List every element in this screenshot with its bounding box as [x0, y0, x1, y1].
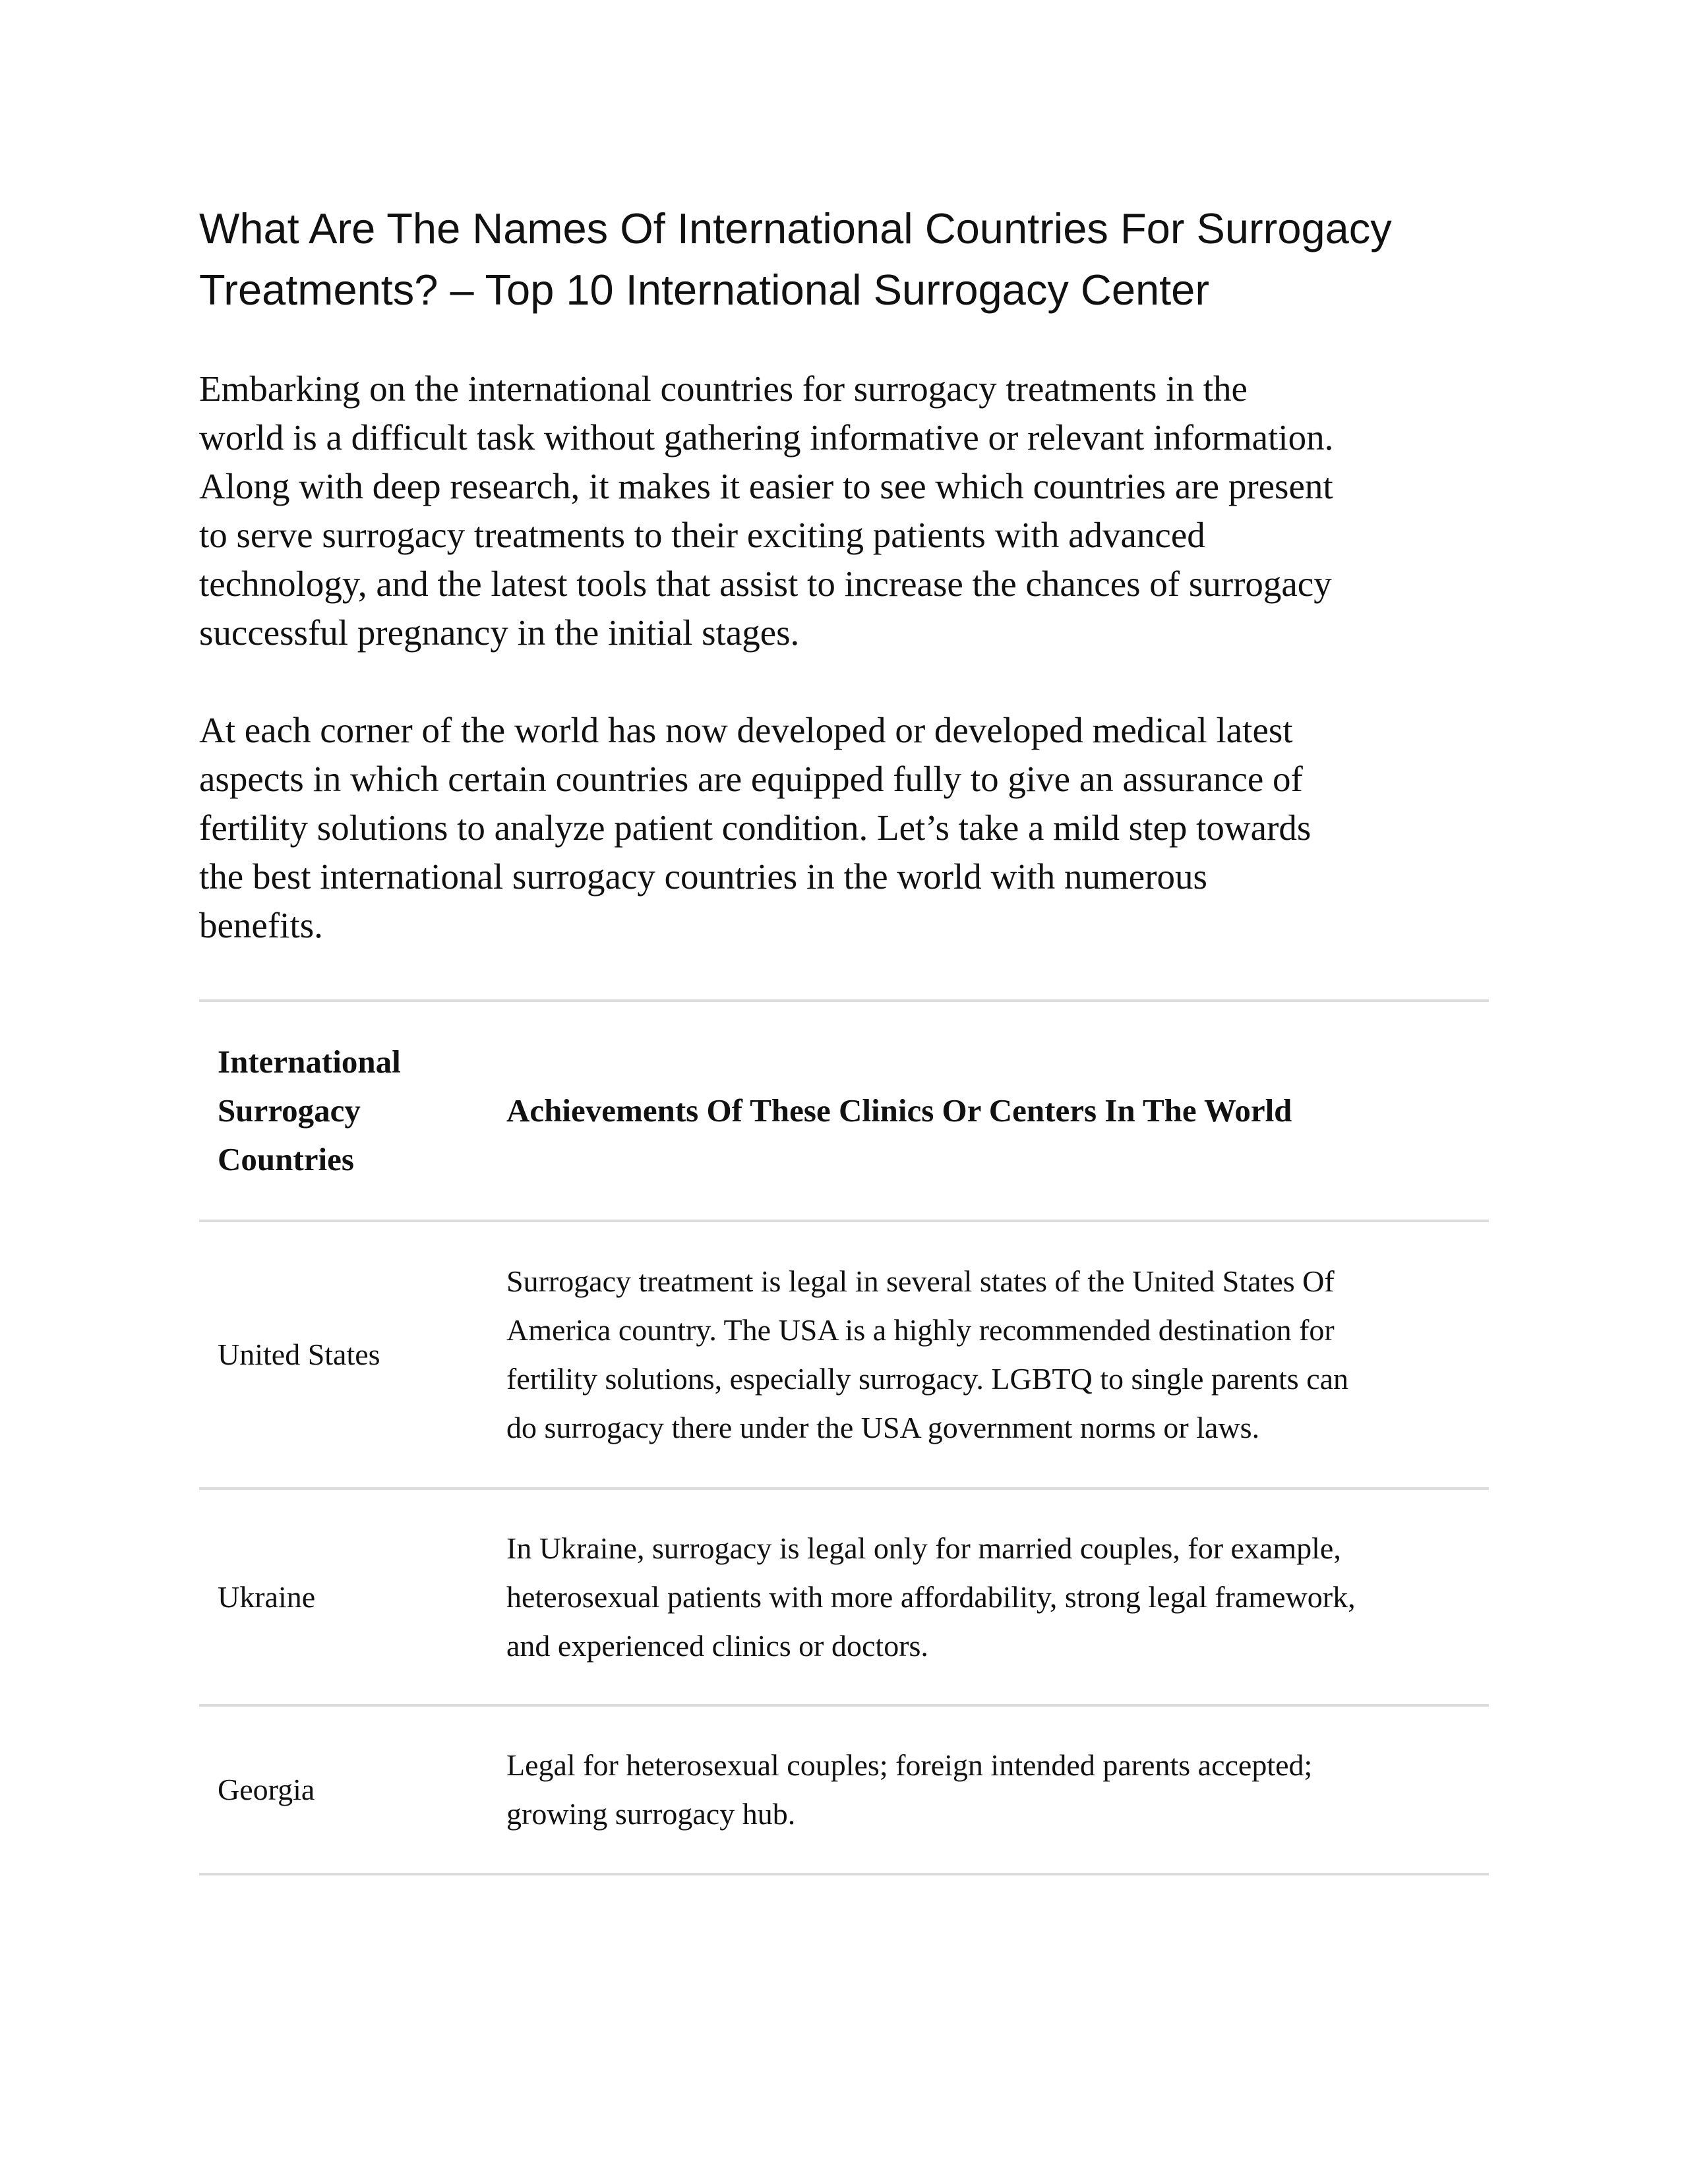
paragraph-line: the best international surrogacy countries in the world with numerous: [199, 856, 1207, 897]
cell-line: In Ukraine, surrogacy is legal only for married couples, for example,: [506, 1531, 1341, 1565]
country-cell: United States: [218, 1338, 380, 1371]
paragraph-line: fertility solutions to analyze patient condition. Let’s take a mild step towards: [199, 808, 1311, 848]
cell-line: and experienced clinics or doctors.: [506, 1628, 928, 1663]
second-paragraph: [199, 706, 1511, 950]
cell-line: Surrogacy treatment is legal in several states of the United States Of: [506, 1264, 1335, 1298]
table-row: [199, 1220, 1489, 1487]
cell-line: fertility solutions, especially surrogacy. LGBTQ to single parents can: [506, 1362, 1349, 1396]
paragraph-line: benefits.: [199, 905, 323, 945]
paragraph-line: Along with deep research, it makes it easier to see which countries are present: [199, 466, 1333, 506]
header-countries: [199, 1038, 506, 1184]
achievement-cell: [506, 1741, 1489, 1839]
header-line: International: [218, 1044, 401, 1080]
surrogacy-countries-table: [199, 999, 1489, 1875]
table-row: [199, 1487, 1489, 1704]
title-line: What Are The Names Of International Countries For Surrogacy: [199, 204, 1392, 252]
paragraph-line: world is a difficult task without gathering informative or relevant information.: [199, 417, 1334, 457]
paragraph-line: Embarking on the international countries for surrogacy treatments in the: [199, 369, 1248, 409]
country-cell: Georgia: [218, 1773, 315, 1806]
achievement-cell: [506, 1524, 1489, 1670]
table-header-row: [199, 999, 1489, 1220]
paragraph-line: technology, and the latest tools that assist to increase the chances of surrogacy: [199, 564, 1332, 604]
achievement-cell: [506, 1257, 1489, 1452]
cell-line: America country. The USA is a highly recommended destination for: [506, 1313, 1335, 1347]
cell-line: heterosexual patients with more affordability, strong legal framework,: [506, 1579, 1356, 1614]
cell-line: do surrogacy there under the USA government norms or laws.: [506, 1411, 1260, 1444]
table-row: [199, 1704, 1489, 1875]
paragraph-line: successful pregnancy in the initial stages.: [199, 612, 800, 653]
cell-line: Legal for heterosexual couples; foreign intended parents accepted;: [506, 1748, 1313, 1782]
cell-line: growing surrogacy hub.: [506, 1797, 796, 1831]
paragraph-line: aspects in which certain countries are equipped fully to give an assurance of: [199, 759, 1303, 799]
paragraph-line: to serve surrogacy treatments to their exciting patients with advanced: [199, 515, 1205, 555]
intro-paragraph: [199, 365, 1511, 657]
country-cell: Ukraine: [218, 1579, 316, 1614]
header-line: Countries: [218, 1141, 354, 1177]
header-line: Surrogacy: [218, 1092, 361, 1129]
header-line: Achievements Of These Clinics Or Centers In The World: [506, 1092, 1292, 1129]
header-achievements: [506, 1086, 1489, 1135]
page-title: [199, 198, 1492, 320]
title-line: Treatments? – Top 10 International Surrogacy Center: [199, 266, 1209, 314]
paragraph-line: At each corner of the world has now developed or developed medical latest: [199, 710, 1293, 750]
